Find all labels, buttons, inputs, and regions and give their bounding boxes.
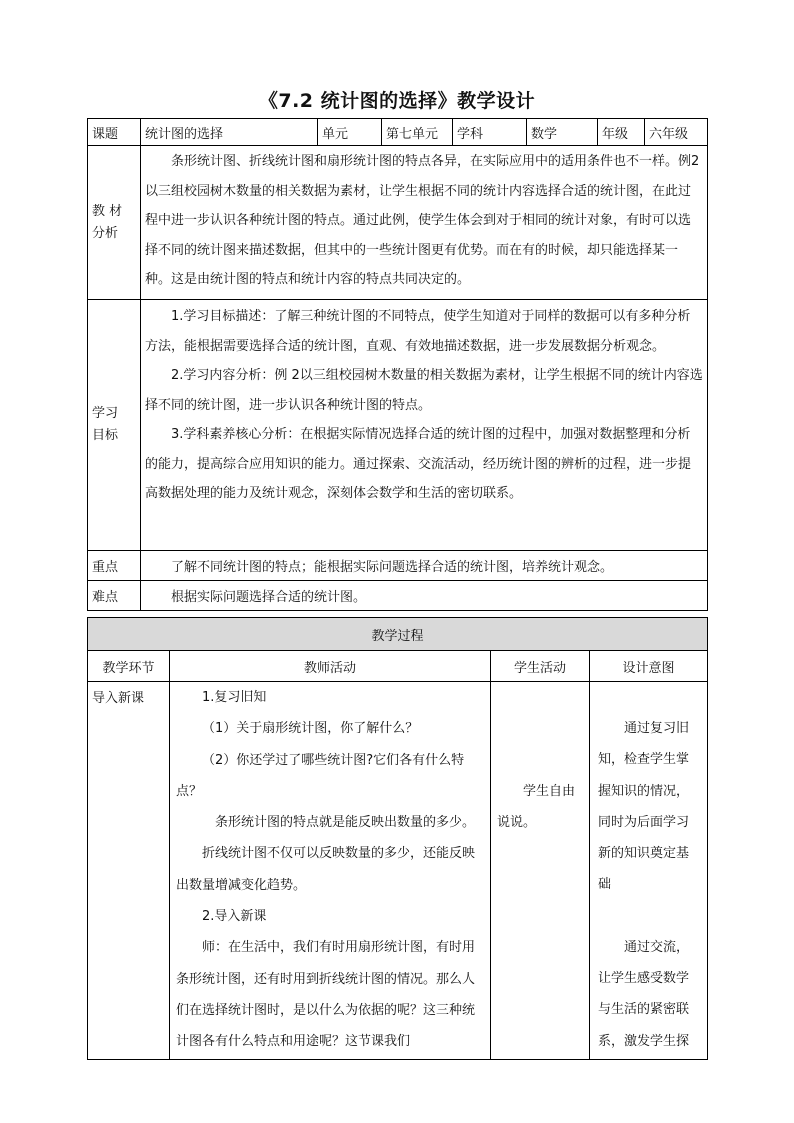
process-header-row: [88, 651, 708, 682]
process-table: [87, 617, 708, 1060]
subject-value: 数学: [527, 119, 598, 146]
header-teacher: 教师活动: [170, 651, 491, 682]
goals-label: 学习 目标: [88, 300, 141, 551]
analysis-row: [88, 146, 708, 300]
analysis-cell: [141, 146, 708, 300]
header-stage: 教学环节: [88, 651, 170, 682]
intent-text: 通过交流，让学生感受数学与生活的紧密联系，激发学生探: [598, 939, 690, 1049]
teacher-line: 师：在生活中，我们有时用扇形统计图，有时用条形统计图，还有时用到折线统计图的情况。那么人们在选择统计图时，是以什么为依据的呢？这三种统计图各有什么特点和用途呢？这节课我们: [176, 940, 476, 1050]
teacher-line: （2）你还学过了哪些统计图?它们各有什么特点？: [176, 752, 465, 799]
unit-value: 第七单元: [382, 119, 453, 146]
difficulty-label: 难点: [88, 581, 141, 611]
process-row: [88, 682, 708, 1060]
goal-item: 3.学科素养核心分析：在根据实际情况选择合适的统计图的过程中，加强对数据整理和分析的能力，提高综合应用知识的能力。通过探索、交流活动，经历统计图的辨析的过程，进一步提高数据处理的能力及统计观念，深刻体会数学和生活的密切联系。: [145, 427, 692, 501]
key-point-row: [88, 551, 708, 581]
difficulty-row: [88, 581, 708, 611]
process-bar: 教学过程: [88, 618, 708, 651]
grade-label: 年级: [598, 119, 645, 146]
page-title: 《7.2 统计图的选择》教学设计: [258, 90, 536, 112]
goal-item: 1.学习目标描述：了解三种统计图的不同特点，使学生知道对于同样的数据可以有多种分析方法，能根据需要选择合适的统计图，直观、有效地描述数据，进一步发展数据分析观念。: [145, 309, 691, 354]
teacher-line: 2.导入新课: [202, 909, 267, 925]
header-student: 学生活动: [491, 651, 590, 682]
student-activity: [491, 682, 590, 1060]
analysis-text: 条形统计图、折线统计图和扇形统计图的特点各异，在实际应用中的适用条件也不一样。例2以三组校园树木数量的相关数据为素材，让学生根据不同的统计内容选择合适的统计图，在此过程中进一步认识各种统计图的特点。通过此例，使学生体会到对于相同的统计对象，有时可以选择不同的统计图来描述数据，但其中的一些统计图更有优势。而在有的时候，却只能选择某一种。这是由统计图的特点和统计内容的特点共同决定的。: [145, 154, 700, 287]
teacher-line: 条形统计图的特点就是能反映出数量的多少。: [215, 815, 476, 831]
design-intent: [590, 682, 708, 1060]
course-label: 课题: [88, 119, 141, 146]
grade-value: 六年级: [645, 119, 708, 146]
teacher-activity: [170, 682, 491, 1060]
info-row: [88, 119, 708, 146]
subject-label: 学科: [453, 119, 527, 146]
stage-cell: 导入新课: [88, 682, 170, 1060]
goals-row: [88, 300, 708, 551]
header-intent: 设计意图: [590, 651, 708, 682]
teacher-line: 折线统计图不仅可以反映数量的多少，还能反映出数量增减变化趋势。: [176, 846, 476, 893]
student-text: 学生自由说说。: [497, 784, 576, 831]
intent-text: 通过复习旧知，检查学生掌握知识的情况，同时为后面学习新的知识奠定基础: [598, 721, 690, 893]
lesson-info-table: [87, 118, 708, 611]
difficulty-text: 根据实际问题选择合适的统计图。: [141, 581, 708, 611]
unit-label: 单元: [318, 119, 382, 146]
process-bar-row: [88, 618, 708, 651]
goal-item: 2.学习内容分析：例 2以三组校园树木数量的相关数据为素材，让学生根据不同的统计内容选择不同的统计图，进一步认识各种统计图的特点。: [145, 368, 703, 413]
key-point-label: 重点: [88, 551, 141, 581]
course-value: 统计图的选择: [141, 119, 318, 146]
teacher-line: （1）关于扇形统计图，你了解什么？: [202, 721, 419, 737]
goals-cell: [141, 300, 708, 551]
teacher-line: 1.复习旧知: [202, 690, 267, 705]
key-point-text: 了解不同统计图的特点；能根据实际问题选择合适的统计图，培养统计观念。: [141, 551, 708, 581]
analysis-label: 教 材 分析: [88, 146, 141, 300]
